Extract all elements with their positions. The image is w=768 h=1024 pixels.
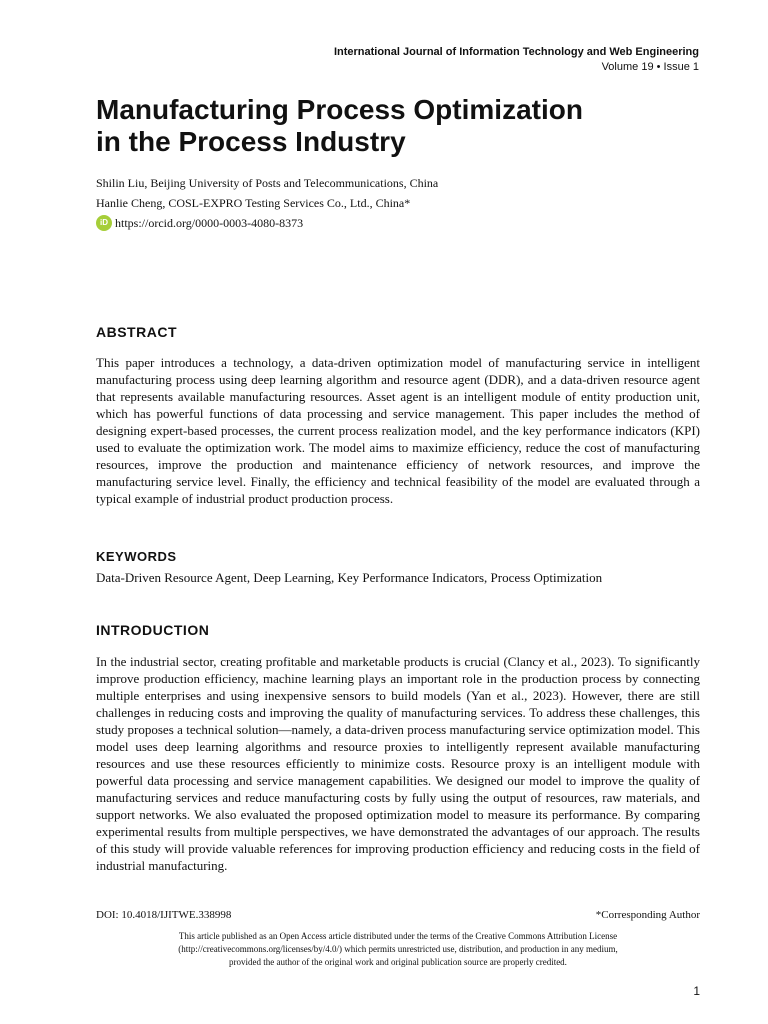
corresponding-author-note: *Corresponding Author <box>595 909 700 921</box>
doi: DOI: 10.4018/IJITWE.338998 <box>96 909 232 921</box>
orcid-link[interactable]: https://orcid.org/0000-0003-4080-8373 <box>115 216 304 230</box>
paper-title-line-1: Manufacturing Process Optimization <box>96 94 583 125</box>
paper-title-line-2: in the Process Industry <box>96 126 406 157</box>
journal-volume-issue: Volume 19 • Issue 1 <box>601 61 699 73</box>
page-number: 1 <box>693 984 700 998</box>
keywords-heading: KEYWORDS <box>96 549 177 564</box>
author-list <box>96 173 438 233</box>
abstract-text: This paper introduces a technology, a data-driven optimization model of manufacturing service in intelligent manufacturing process using deep learning algorithm and resource agent (DDR), and a data-driven resource agent that represents available manufacturing resources. Asset agent is an intelligent module of entity production unit, which has powerful functions of data processing and service management. This paper includes the method of designing expert-based processes, the current process realization model, and the key performance indicators (KPI) used to evaluate the optimization work. The model aims to maximize efficiency, reduce the cost of manufacturing resources, improve the production and maintenance efficiency of network resources, and improve the manufacturing service level. Finally, the efficiency and technical feasibility of the model are evaluated through a typical example of industrial product production process. <box>96 355 700 506</box>
orcid-icon: iD <box>96 215 112 231</box>
license-line: provided the author of the original work and original publication source are properly credited. <box>229 957 567 967</box>
license-notice <box>96 930 700 969</box>
journal-name: International Journal of Information Technology and Web Engineering <box>333 46 699 58</box>
author-affiliation: Hanlie Cheng, COSL-EXPRO Testing Services Co., Ltd., China* <box>96 196 411 210</box>
introduction-text: In the industrial sector, creating profitable and marketable products is crucial (Clancy et al., 2023). To significantly improve production efficiency, machine learning plays an important role in the production process by connecting multiple enterprises and using inexpensive sensors to build models (Yan et al., 2023). However, there are still challenges in reducing costs and improving the quality of manufacturing services. To address these challenges, this study proposes a technical solution—namely, a data-driven process manufacturing service optimization model. This model uses deep learning algorithms and resource proxies to intelligently represent available manufacturing resources and use these resources efficiently to minimize costs. Resource proxy is an intelligent module with powerful data processing and service management capabilities. We designed our model to improve the quality of manufacturing services and reduce manufacturing costs by fully using the output of resources, raw materials, and support networks. We also evaluated the proposed optimization model to measure its performance. By comparing experimental results from multiple perspectives, we have demonstrated the advantages of our approach. The results of this study will provide valuable references for improving production efficiency and reducing costs in the field of industrial manufacturing. <box>96 654 700 873</box>
license-line: This article published as an Open Access article distributed under the terms of the Creative Commons Attribution License <box>178 931 618 941</box>
keywords-text: Data-Driven Resource Agent, Deep Learning, Key Performance Indicators, Process Optimization <box>96 570 603 585</box>
paper-title <box>96 94 696 158</box>
introduction-heading: INTRODUCTION <box>96 622 210 638</box>
journal-header <box>334 45 699 75</box>
license-line: (http://creativecommons.org/licenses/by/4.0/) which permits unrestricted use, distribution, and production in any medium, <box>178 944 618 954</box>
author-affiliation: Shilin Liu, Beijing University of Posts and Telecommunications, China <box>96 176 439 190</box>
orcid-line <box>96 213 438 233</box>
abstract-heading: ABSTRACT <box>96 324 177 340</box>
